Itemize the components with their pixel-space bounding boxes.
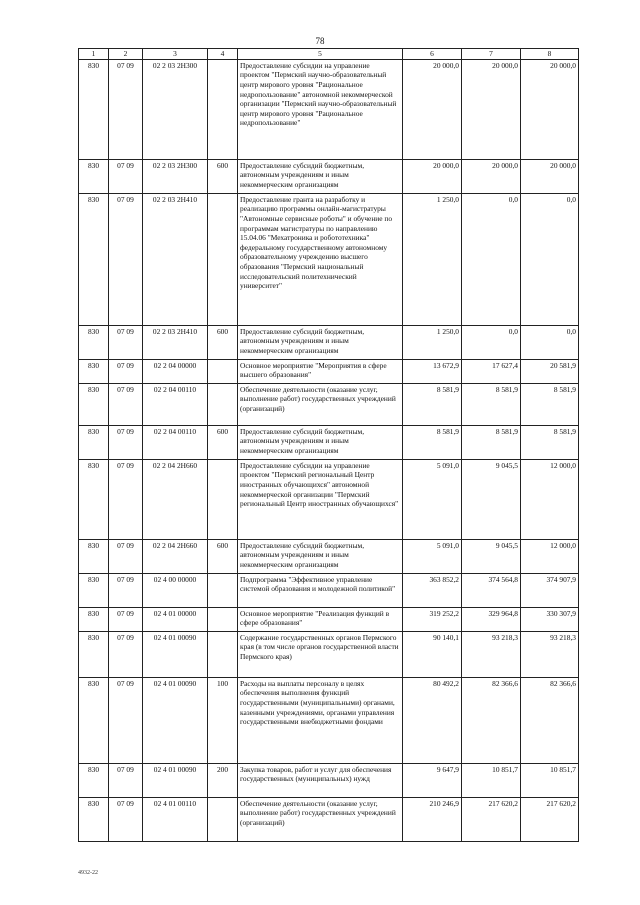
col-header-2: 2: [109, 49, 143, 60]
col-header-3: 3: [143, 49, 208, 60]
cell-section: 07 09: [109, 459, 143, 539]
cell-target-item: 02 4 01 00090: [143, 763, 208, 797]
table-row: [79, 631, 579, 677]
cell-ministry: 830: [79, 677, 109, 763]
cell-description: Предоставление субсидии на управление проектом "Пермский научно-образовательный центр мирового уровня "Рациональное недропользование" автономной некоммерческой организации "Пермский научно-образовательный центр мирового уровня "Рациональное недропользование": [238, 59, 403, 159]
cell-amount-2: 374 564,8: [462, 573, 521, 607]
cell-amount-1: 5 091,0: [403, 539, 462, 573]
table-row: [79, 383, 579, 425]
cell-description: Расходы на выплаты персоналу в целях обеспечения выполнения функций государственными (муниципальными) органами, казенными учреждениями, органами управления государственными внебюджетными фондами: [238, 677, 403, 763]
col-header-6: 6: [403, 49, 462, 60]
cell-expense-type: [208, 59, 238, 159]
cell-amount-3: 8 581,9: [521, 425, 579, 459]
cell-section: 07 09: [109, 677, 143, 763]
cell-amount-3: 0,0: [521, 193, 579, 325]
cell-amount-1: 20 000,0: [403, 59, 462, 159]
cell-section: 07 09: [109, 631, 143, 677]
cell-amount-1: 8 581,9: [403, 425, 462, 459]
cell-expense-type: 600: [208, 159, 238, 193]
table-row: [79, 359, 579, 383]
cell-amount-1: 363 852,2: [403, 573, 462, 607]
cell-amount-3: 10 851,7: [521, 763, 579, 797]
cell-amount-2: 8 581,9: [462, 383, 521, 425]
cell-description: Предоставление субсидий бюджетным, автономным учреждениям и иным некоммерческим организациям: [238, 325, 403, 359]
cell-amount-1: 13 672,9: [403, 359, 462, 383]
cell-amount-3: 374 907,9: [521, 573, 579, 607]
cell-description: Подпрограмма "Эффективное управление системой образования и молодежной политикой": [238, 573, 403, 607]
cell-amount-2: 217 620,2: [462, 797, 521, 841]
cell-expense-type: 600: [208, 539, 238, 573]
cell-expense-type: 100: [208, 677, 238, 763]
cell-description: Основное мероприятие "Реализация функций в сфере образования": [238, 607, 403, 631]
cell-target-item: 02 4 00 00000: [143, 573, 208, 607]
cell-target-item: 02 4 01 00000: [143, 607, 208, 631]
cell-target-item: 02 4 01 00090: [143, 631, 208, 677]
table-row: [79, 325, 579, 359]
cell-amount-2: 9 045,5: [462, 459, 521, 539]
cell-target-item: 02 2 03 2Н410: [143, 325, 208, 359]
cell-description: Основное мероприятие "Мероприятия в сфере высшего образования": [238, 359, 403, 383]
cell-section: 07 09: [109, 607, 143, 631]
cell-amount-3: 12 000,0: [521, 459, 579, 539]
cell-amount-2: 329 964,8: [462, 607, 521, 631]
cell-expense-type: [208, 383, 238, 425]
cell-ministry: 830: [79, 359, 109, 383]
cell-ministry: 830: [79, 797, 109, 841]
cell-target-item: 02 2 04 00000: [143, 359, 208, 383]
cell-ministry: 830: [79, 459, 109, 539]
cell-expense-type: [208, 797, 238, 841]
cell-amount-1: 9 647,9: [403, 763, 462, 797]
cell-amount-3: 93 218,3: [521, 631, 579, 677]
cell-amount-1: 80 492,2: [403, 677, 462, 763]
cell-expense-type: 200: [208, 763, 238, 797]
cell-target-item: 02 2 04 00110: [143, 425, 208, 459]
cell-ministry: 830: [79, 59, 109, 159]
table-row: [79, 677, 579, 763]
cell-amount-3: 20 000,0: [521, 59, 579, 159]
cell-amount-1: 1 250,0: [403, 325, 462, 359]
table-row: [79, 607, 579, 631]
cell-amount-1: 210 246,9: [403, 797, 462, 841]
cell-section: 07 09: [109, 159, 143, 193]
cell-section: 07 09: [109, 425, 143, 459]
cell-ministry: 830: [79, 631, 109, 677]
cell-amount-1: 1 250,0: [403, 193, 462, 325]
cell-target-item: 02 4 01 00090: [143, 677, 208, 763]
page-number: 78: [315, 36, 325, 46]
cell-description: Предоставление субсидий бюджетным, автономным учреждениям и иным некоммерческим организациям: [238, 539, 403, 573]
cell-description: Предоставление гранта на разработку и реализацию программы онлайн-магистратуры "Автономные сервисные роботы" и обучение по программам магистратуры по направлению 15.04.06 "Мехатроника и робототехника" федеральному государственному автономному образовательному учреждению высшего образования "Пермский национальный исследовательский политехнический университет": [238, 193, 403, 325]
col-header-7: 7: [462, 49, 521, 60]
cell-target-item: 02 4 01 00110: [143, 797, 208, 841]
cell-target-item: 02 2 04 2Н660: [143, 539, 208, 573]
cell-expense-type: [208, 607, 238, 631]
cell-description: Предоставление субсидий бюджетным, автономным учреждениям и иным некоммерческим организациям: [238, 425, 403, 459]
col-header-5: 5: [238, 49, 403, 60]
table-row: [79, 425, 579, 459]
table-row: [79, 763, 579, 797]
cell-expense-type: [208, 359, 238, 383]
cell-amount-3: 20 581,9: [521, 359, 579, 383]
cell-ministry: 830: [79, 573, 109, 607]
cell-target-item: 02 2 04 00110: [143, 383, 208, 425]
table-row: [79, 59, 579, 159]
cell-description: Обеспечение деятельности (оказание услуг, выполнение работ) государственных учреждений (организаций): [238, 797, 403, 841]
cell-section: 07 09: [109, 359, 143, 383]
cell-section: 07 09: [109, 763, 143, 797]
cell-description: Предоставление субсидии на управление проектом "Пермский региональный Центр иностранных обучающихся" автономной некоммерческой организации "Пермский региональный Центр иностранных обучающихся": [238, 459, 403, 539]
cell-amount-3: 20 000,0: [521, 159, 579, 193]
cell-amount-2: 10 851,7: [462, 763, 521, 797]
cell-expense-type: [208, 631, 238, 677]
cell-ministry: 830: [79, 325, 109, 359]
cell-amount-1: 8 581,9: [403, 383, 462, 425]
cell-amount-1: 319 252,2: [403, 607, 462, 631]
cell-ministry: 830: [79, 425, 109, 459]
cell-expense-type: [208, 459, 238, 539]
col-header-8: 8: [521, 49, 579, 60]
table-row: [79, 459, 579, 539]
cell-amount-1: 5 091,0: [403, 459, 462, 539]
cell-description: Предоставление субсидий бюджетным, автономным учреждениям и иным некоммерческим организациям: [238, 159, 403, 193]
cell-amount-2: 20 000,0: [462, 59, 521, 159]
cell-section: 07 09: [109, 325, 143, 359]
header-row: [79, 49, 579, 60]
budget-table: [78, 48, 579, 842]
cell-section: 07 09: [109, 59, 143, 159]
col-header-4: 4: [208, 49, 238, 60]
cell-amount-2: 17 627,4: [462, 359, 521, 383]
cell-section: 07 09: [109, 797, 143, 841]
cell-amount-3: 217 620,2: [521, 797, 579, 841]
cell-description: Обеспечение деятельности (оказание услуг, выполнение работ) государственных учреждений (организаций): [238, 383, 403, 425]
cell-amount-3: 0,0: [521, 325, 579, 359]
cell-ministry: 830: [79, 539, 109, 573]
cell-amount-2: 0,0: [462, 193, 521, 325]
cell-target-item: 02 2 03 2Н300: [143, 159, 208, 193]
cell-target-item: 02 2 03 2Н300: [143, 59, 208, 159]
cell-expense-type: [208, 573, 238, 607]
cell-amount-2: 93 218,3: [462, 631, 521, 677]
cell-amount-2: 82 366,6: [462, 677, 521, 763]
cell-expense-type: 600: [208, 425, 238, 459]
cell-amount-2: 8 581,9: [462, 425, 521, 459]
cell-expense-type: [208, 193, 238, 325]
cell-ministry: 830: [79, 193, 109, 325]
table-row: [79, 797, 579, 841]
cell-ministry: 830: [79, 607, 109, 631]
table-row: [79, 159, 579, 193]
cell-amount-2: 9 045,5: [462, 539, 521, 573]
cell-expense-type: 600: [208, 325, 238, 359]
cell-ministry: 830: [79, 763, 109, 797]
cell-section: 07 09: [109, 383, 143, 425]
col-header-1: 1: [79, 49, 109, 60]
cell-amount-3: 8 581,9: [521, 383, 579, 425]
cell-description: Закупка товаров, работ и услуг для обеспечения государственных (муниципальных) нужд: [238, 763, 403, 797]
table-row: [79, 539, 579, 573]
table-row: [79, 573, 579, 607]
cell-amount-3: 12 000,0: [521, 539, 579, 573]
cell-target-item: 02 2 03 2Н410: [143, 193, 208, 325]
cell-description: Содержание государственных органов Пермского края (в том числе органов государственной власти Пермского края): [238, 631, 403, 677]
cell-amount-2: 20 000,0: [462, 159, 521, 193]
cell-amount-1: 20 000,0: [403, 159, 462, 193]
cell-ministry: 830: [79, 383, 109, 425]
cell-ministry: 830: [79, 159, 109, 193]
cell-amount-1: 90 140,1: [403, 631, 462, 677]
cell-section: 07 09: [109, 539, 143, 573]
cell-amount-2: 0,0: [462, 325, 521, 359]
document-code: 4932-22: [78, 870, 98, 876]
cell-amount-3: 330 307,9: [521, 607, 579, 631]
cell-amount-3: 82 366,6: [521, 677, 579, 763]
table-row: [79, 193, 579, 325]
cell-section: 07 09: [109, 573, 143, 607]
cell-target-item: 02 2 04 2Н660: [143, 459, 208, 539]
cell-section: 07 09: [109, 193, 143, 325]
